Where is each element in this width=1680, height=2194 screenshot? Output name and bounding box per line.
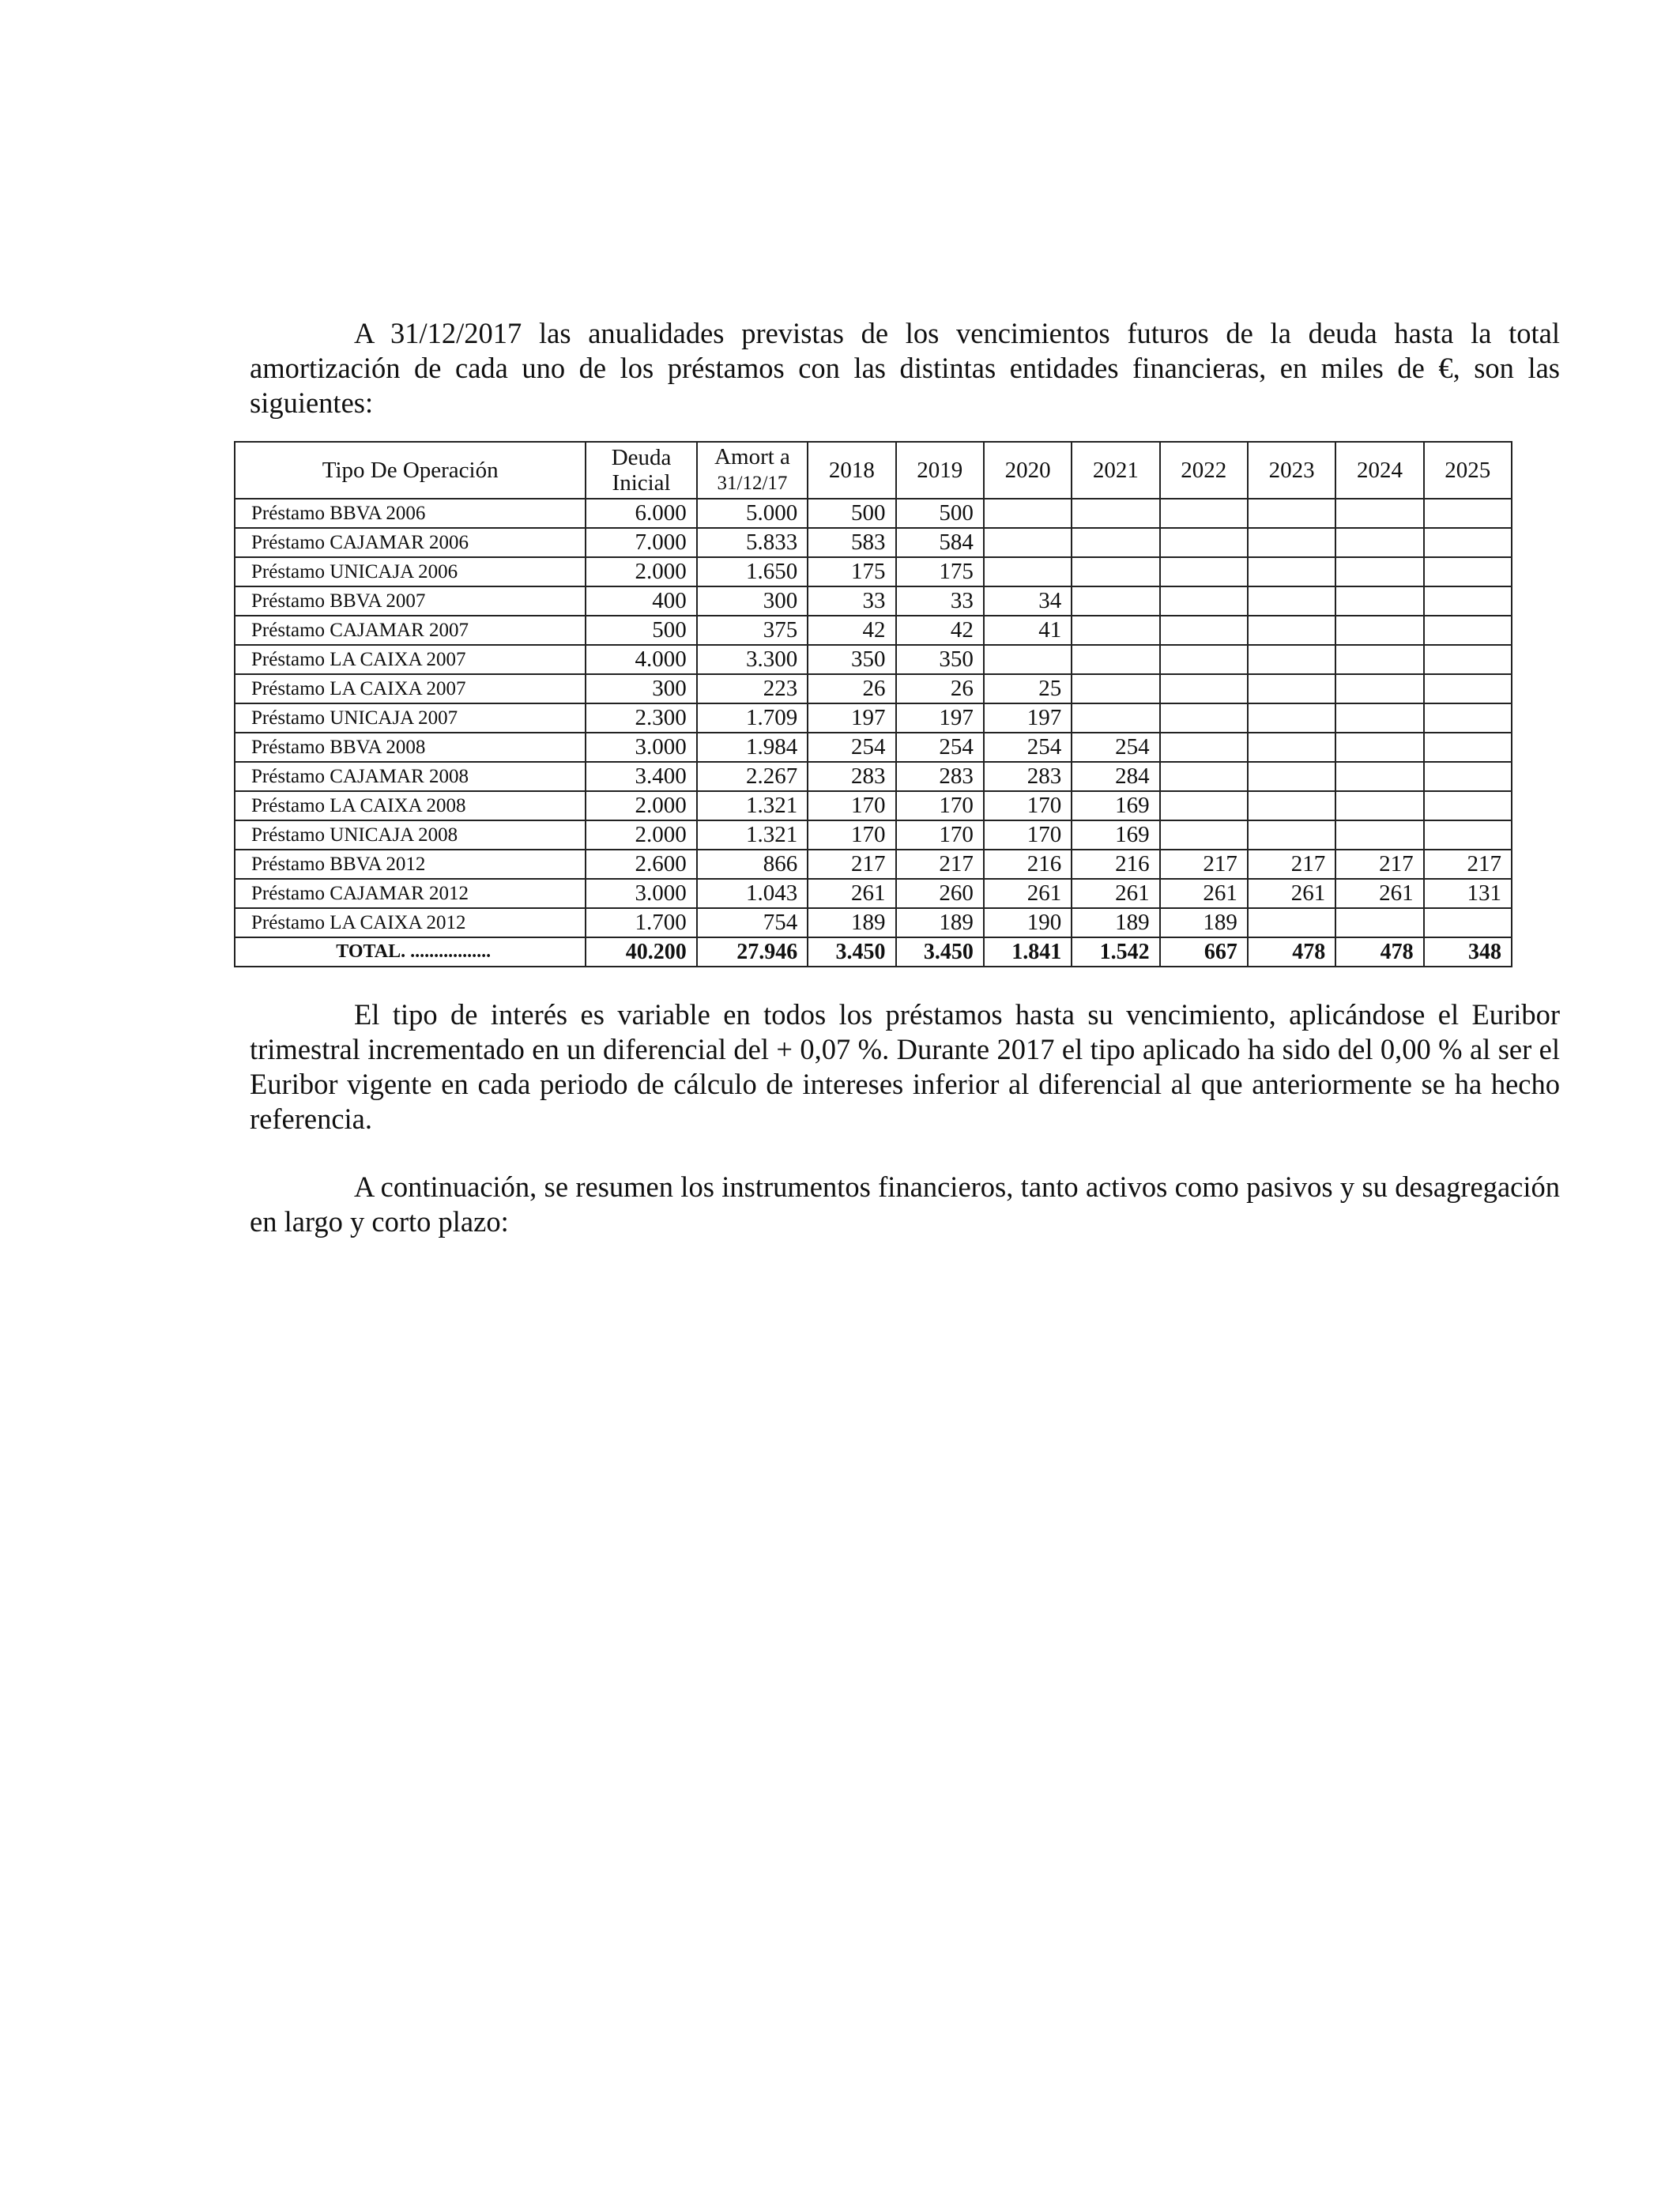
amount-cell: 261 <box>1072 879 1159 908</box>
operation-label: Préstamo BBVA 2006 <box>235 499 586 528</box>
amount-cell: 3.450 <box>896 937 984 967</box>
amount-cell: 583 <box>808 528 895 557</box>
amount-cell: 42 <box>896 616 984 645</box>
amount-cell: 3.000 <box>586 733 696 762</box>
amount-cell: 217 <box>1248 850 1335 879</box>
amount-cell: 189 <box>808 908 895 937</box>
amount-cell <box>1160 557 1248 586</box>
table-row <box>235 674 1512 703</box>
summary-paragraph <box>250 1170 1560 1239</box>
amount-cell: 261 <box>1160 879 1248 908</box>
operation-label: Préstamo BBVA 2007 <box>235 586 586 616</box>
amount-cell: 189 <box>896 908 984 937</box>
amount-cell: 170 <box>984 820 1072 850</box>
operation-label: Préstamo CAJAMAR 2006 <box>235 528 586 557</box>
amount-cell <box>1424 645 1512 674</box>
amount-cell <box>1072 674 1159 703</box>
amount-cell: 754 <box>697 908 808 937</box>
amount-cell: 375 <box>697 616 808 645</box>
amount-cell: 500 <box>586 616 696 645</box>
amount-cell <box>1160 762 1248 791</box>
amount-cell <box>1335 762 1423 791</box>
amount-cell <box>1335 645 1423 674</box>
amount-cell <box>1335 616 1423 645</box>
table-row <box>235 645 1512 674</box>
table-row <box>235 586 1512 616</box>
amount-cell: 42 <box>808 616 895 645</box>
interest-paragraph <box>250 997 1560 1137</box>
table-row <box>235 791 1512 820</box>
amount-cell: 3.400 <box>586 762 696 791</box>
amount-cell <box>1248 791 1335 820</box>
header-year: 2021 <box>1072 442 1159 499</box>
amount-cell: 1.542 <box>1072 937 1159 967</box>
amount-cell: 3.450 <box>808 937 895 967</box>
amount-cell: 1.321 <box>697 820 808 850</box>
amount-cell <box>1160 820 1248 850</box>
amount-cell <box>1335 499 1423 528</box>
table-row <box>235 879 1512 908</box>
amount-cell <box>1424 557 1512 586</box>
amount-cell: 584 <box>896 528 984 557</box>
amount-cell <box>1160 499 1248 528</box>
amount-cell <box>1424 674 1512 703</box>
amount-cell: 217 <box>1424 850 1512 879</box>
amount-cell: 2.300 <box>586 703 696 733</box>
amount-cell: 197 <box>808 703 895 733</box>
operation-label: Préstamo CAJAMAR 2012 <box>235 879 586 908</box>
amount-cell: 261 <box>984 879 1072 908</box>
interest-text: El tipo de interés es variable en todos los préstamos hasta su vencimiento, aplicándose el Euribor trimestral incrementado en un diferencial del + 0,07 %. Durante 2017 el tipo aplicado ha sido del 0,00 % al ser el Euribor vigente en cada periodo de cálculo de intereses inferior al diferencial al que anteriormente se ha hecho referencia. <box>250 998 1560 1135</box>
amount-cell <box>1072 528 1159 557</box>
amount-cell: 33 <box>896 586 984 616</box>
amount-cell <box>1424 733 1512 762</box>
amount-cell: 2.000 <box>586 820 696 850</box>
amount-cell: 350 <box>896 645 984 674</box>
amount-cell <box>1248 499 1335 528</box>
amount-cell: 350 <box>808 645 895 674</box>
amount-cell <box>1335 674 1423 703</box>
amount-cell: 1.700 <box>586 908 696 937</box>
amount-cell: 5.833 <box>697 528 808 557</box>
amount-cell: 500 <box>896 499 984 528</box>
amount-cell <box>1424 791 1512 820</box>
header-deuda-inicial: Deuda Inicial <box>586 442 696 499</box>
amount-cell <box>1248 820 1335 850</box>
amount-cell <box>1424 499 1512 528</box>
amount-cell: 1.709 <box>697 703 808 733</box>
amount-cell <box>1072 703 1159 733</box>
amount-cell <box>1160 528 1248 557</box>
amount-cell: 217 <box>896 850 984 879</box>
amount-cell: 2.000 <box>586 557 696 586</box>
amount-cell <box>1248 762 1335 791</box>
amount-cell: 400 <box>586 586 696 616</box>
amount-cell: 169 <box>1072 820 1159 850</box>
amount-cell <box>984 645 1072 674</box>
amount-cell <box>1160 645 1248 674</box>
amount-cell: 254 <box>1072 733 1159 762</box>
header-year: 2023 <box>1248 442 1335 499</box>
amount-cell <box>1248 733 1335 762</box>
amount-cell <box>1335 528 1423 557</box>
header-amort: Amort a 31/12/17 <box>697 442 808 499</box>
amount-cell: 217 <box>1335 850 1423 879</box>
table-body <box>235 499 1512 967</box>
amount-cell <box>984 499 1072 528</box>
table-row <box>235 499 1512 528</box>
amount-cell <box>1160 733 1248 762</box>
amount-cell: 478 <box>1335 937 1423 967</box>
amount-cell <box>1424 586 1512 616</box>
operation-label: Préstamo UNICAJA 2008 <box>235 820 586 850</box>
amount-cell <box>1248 674 1335 703</box>
amount-cell <box>1248 616 1335 645</box>
amount-cell: 866 <box>697 850 808 879</box>
amount-cell <box>1335 820 1423 850</box>
amount-cell: 216 <box>1072 850 1159 879</box>
table-row <box>235 733 1512 762</box>
table-row <box>235 820 1512 850</box>
amount-cell: 223 <box>697 674 808 703</box>
amount-cell: 170 <box>896 791 984 820</box>
amount-cell: 261 <box>1335 879 1423 908</box>
amount-cell: 300 <box>697 586 808 616</box>
operation-label: Préstamo LA CAIXA 2007 <box>235 674 586 703</box>
amount-cell: 170 <box>808 820 895 850</box>
amount-cell: 40.200 <box>586 937 696 967</box>
amount-cell: 7.000 <box>586 528 696 557</box>
amount-cell <box>1160 791 1248 820</box>
amount-cell: 1.321 <box>697 791 808 820</box>
total-row <box>235 937 1512 967</box>
amount-cell <box>1335 791 1423 820</box>
amount-cell <box>1160 674 1248 703</box>
summary-text: A continuación, se resumen los instrumentos financieros, tanto activos como pasivos y su desagregación en largo y corto plazo: <box>250 1171 1560 1238</box>
amount-cell <box>1160 703 1248 733</box>
amount-cell <box>1424 703 1512 733</box>
amount-cell: 189 <box>1072 908 1159 937</box>
amount-cell <box>1424 908 1512 937</box>
amount-cell <box>1160 586 1248 616</box>
table-header-row <box>235 442 1512 499</box>
amount-cell: 197 <box>896 703 984 733</box>
amount-cell: 217 <box>1160 850 1248 879</box>
amount-cell: 217 <box>808 850 895 879</box>
amount-cell: 254 <box>808 733 895 762</box>
amount-cell: 300 <box>586 674 696 703</box>
amount-cell <box>1424 616 1512 645</box>
amount-cell: 175 <box>896 557 984 586</box>
amount-cell: 261 <box>1248 879 1335 908</box>
amount-cell: 260 <box>896 879 984 908</box>
intro-text: A 31/12/2017 las anualidades previstas de los vencimientos futuros de la deuda hasta la total amortización de cada uno de los préstamos con las distintas entidades financieras, en miles de €, son las siguientes: <box>250 317 1560 419</box>
amount-cell: 2.600 <box>586 850 696 879</box>
table-row <box>235 616 1512 645</box>
amount-cell: 348 <box>1424 937 1512 967</box>
amount-cell: 33 <box>808 586 895 616</box>
header-year: 2024 <box>1335 442 1423 499</box>
amount-cell <box>1424 820 1512 850</box>
operation-label: Préstamo CAJAMAR 2007 <box>235 616 586 645</box>
operation-label: Préstamo BBVA 2012 <box>235 850 586 879</box>
amount-cell: 197 <box>984 703 1072 733</box>
amount-cell: 216 <box>984 850 1072 879</box>
table-row <box>235 557 1512 586</box>
amount-cell <box>1335 733 1423 762</box>
amount-cell: 2.000 <box>586 791 696 820</box>
operation-label: Préstamo BBVA 2008 <box>235 733 586 762</box>
amount-cell: 26 <box>808 674 895 703</box>
amount-cell: 170 <box>896 820 984 850</box>
amount-cell: 169 <box>1072 791 1159 820</box>
amount-cell: 478 <box>1248 937 1335 967</box>
amount-cell: 189 <box>1160 908 1248 937</box>
amount-cell: 254 <box>896 733 984 762</box>
amount-cell: 1.650 <box>697 557 808 586</box>
operation-label: Préstamo UNICAJA 2006 <box>235 557 586 586</box>
amount-cell: 254 <box>984 733 1072 762</box>
amount-cell <box>1335 586 1423 616</box>
amount-cell: 5.000 <box>697 499 808 528</box>
debt-maturity-table <box>234 441 1512 967</box>
amount-cell: 283 <box>808 762 895 791</box>
amount-cell: 25 <box>984 674 1072 703</box>
amount-cell <box>1072 645 1159 674</box>
amount-cell <box>1248 586 1335 616</box>
amount-cell <box>984 557 1072 586</box>
operation-label: Préstamo LA CAIXA 2012 <box>235 908 586 937</box>
amount-cell: 170 <box>808 791 895 820</box>
amount-cell <box>1160 616 1248 645</box>
amount-cell: 4.000 <box>586 645 696 674</box>
amount-cell: 175 <box>808 557 895 586</box>
amount-cell <box>1072 616 1159 645</box>
amount-cell: 1.841 <box>984 937 1072 967</box>
amount-cell: 131 <box>1424 879 1512 908</box>
amount-cell <box>1335 703 1423 733</box>
table-row <box>235 908 1512 937</box>
amount-cell: 3.300 <box>697 645 808 674</box>
amount-cell: 1.984 <box>697 733 808 762</box>
operation-label: Préstamo LA CAIXA 2008 <box>235 791 586 820</box>
amount-cell <box>1424 762 1512 791</box>
header-year: 2019 <box>896 442 984 499</box>
amount-cell: 41 <box>984 616 1072 645</box>
table-row <box>235 850 1512 879</box>
amount-cell: 667 <box>1160 937 1248 967</box>
amount-cell: 500 <box>808 499 895 528</box>
header-year: 2020 <box>984 442 1072 499</box>
amount-cell: 283 <box>896 762 984 791</box>
amount-cell: 1.043 <box>697 879 808 908</box>
table-row <box>235 703 1512 733</box>
amount-cell: 6.000 <box>586 499 696 528</box>
amount-cell <box>1248 557 1335 586</box>
header-year: 2018 <box>808 442 895 499</box>
amount-cell: 284 <box>1072 762 1159 791</box>
intro-paragraph <box>250 316 1560 420</box>
table-row <box>235 762 1512 791</box>
amount-cell: 3.000 <box>586 879 696 908</box>
amount-cell: 170 <box>984 791 1072 820</box>
amount-cell <box>1335 557 1423 586</box>
amount-cell <box>984 528 1072 557</box>
operation-label: Préstamo LA CAIXA 2007 <box>235 645 586 674</box>
amount-cell: 2.267 <box>697 762 808 791</box>
amount-cell <box>1072 499 1159 528</box>
amount-cell <box>1072 586 1159 616</box>
amount-cell: 27.946 <box>697 937 808 967</box>
operation-label: TOTAL. ................. <box>235 937 586 967</box>
header-year: 2025 <box>1424 442 1512 499</box>
amount-cell: 283 <box>984 762 1072 791</box>
amount-cell <box>1248 908 1335 937</box>
amount-cell <box>1335 908 1423 937</box>
amount-cell: 190 <box>984 908 1072 937</box>
table-row <box>235 528 1512 557</box>
amount-cell: 34 <box>984 586 1072 616</box>
amount-cell: 26 <box>896 674 984 703</box>
header-tipo: Tipo De Operación <box>235 442 586 499</box>
operation-label: Préstamo UNICAJA 2007 <box>235 703 586 733</box>
amount-cell <box>1248 645 1335 674</box>
amount-cell <box>1072 557 1159 586</box>
operation-label: Préstamo CAJAMAR 2008 <box>235 762 586 791</box>
amount-cell <box>1248 703 1335 733</box>
amount-cell <box>1424 528 1512 557</box>
header-year: 2022 <box>1160 442 1248 499</box>
amount-cell <box>1248 528 1335 557</box>
amount-cell: 261 <box>808 879 895 908</box>
